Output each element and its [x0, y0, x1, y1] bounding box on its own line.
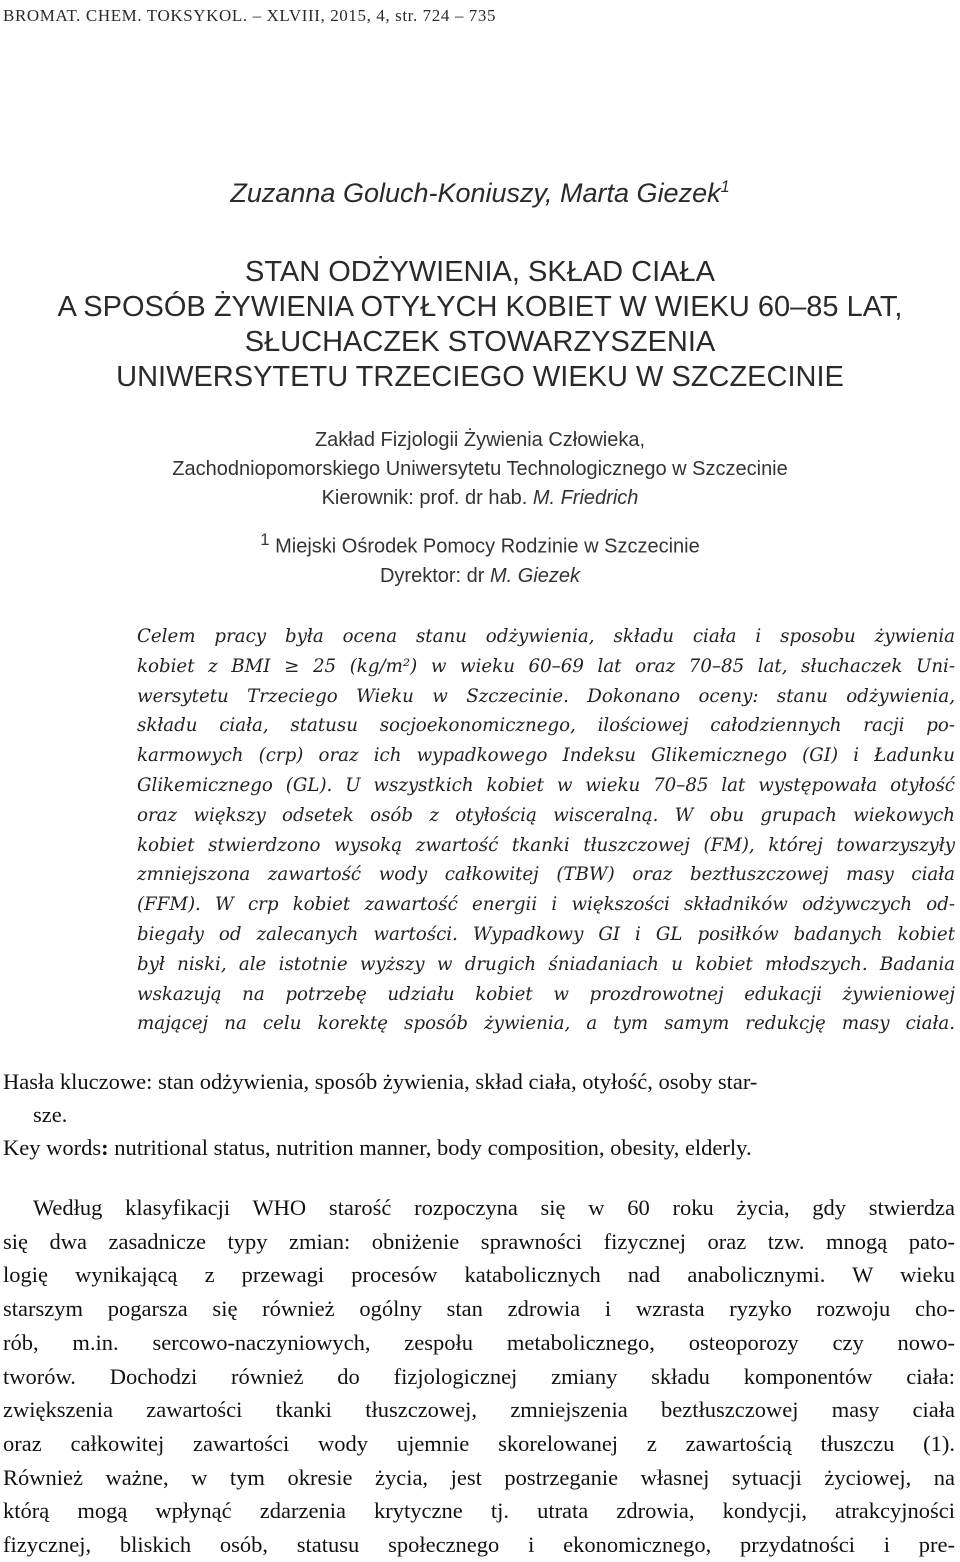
- body-line: się dwa zasadnicze typy zmian: obniżenie sprawności fizycznej oraz tzw. mnogą pato-: [3, 1228, 955, 1254]
- body-line: tworów. Dochodzi również do fizjologicznej zmiany składu komponentów ciała:: [3, 1363, 955, 1389]
- abstract-line: był niski, ale istotnie wyższy w drugich śniadaniach u kobiet młodszych. Badania: [137, 953, 955, 975]
- article-title: [0, 255, 960, 395]
- body-line: starszym pogarsza się również ogólny stan zdrowia i wzrasta ryzyko rozwoju cho-: [3, 1296, 955, 1322]
- abstract-line: składu ciała, statusu socjoekonomicznego, ilościowej całodziennych racji po-: [137, 715, 955, 737]
- director-prefix: Dyrektor: dr: [379, 564, 485, 587]
- body-line: fizycznej, bliskich osób, statusu społecznego i ekonomicznego, przydatności i pre-: [3, 1532, 955, 1558]
- body-line: Według klasyfikacji WHO starość rozpoczyna się w 60 roku życia, gdy stwierdza: [33, 1195, 955, 1220]
- body-line: rób, m.in. sercowo-naczyniowych, zespołu metabolicznego, osteoporozy czy nowo-: [3, 1329, 955, 1355]
- authors-line: [0, 178, 960, 209]
- abstract-line: wersytetu Trzeciego Wieku w Szczecinie. Dokonano oceny: stanu odżywienia,: [137, 685, 955, 707]
- body-line: którą mogą wpłynąć zdarzenia krytyczne tj. utrata zdrowia, kondycji, atrakcyjności: [3, 1498, 955, 1524]
- abstract-line: zmniejszona zawartość wody całkowitej (TBW) oraz beztłuszczowej masy ciała: [137, 864, 955, 886]
- abstract-line: wskazują na potrzebę udziału kobiet w prozdrowotnej edukacji żywieniowej: [137, 983, 955, 1005]
- second-affiliation-name: Miejski Ośrodek Pomocy Rodzinie w Szczecinie: [275, 535, 700, 558]
- keywords-polish-continuation: sze.: [33, 1102, 68, 1127]
- abstract-line: kobiet stwierdzono wysoką zwartość tkanki tłuszczowej (FM), której towarzyszyły: [137, 834, 955, 856]
- abstract-line: mającej na celu korektę sposób żywienia, a tym samym redukcję masy ciała.: [137, 1013, 955, 1035]
- keywords: [3, 1065, 958, 1164]
- title-line: SŁUCHACZEK STOWARZYSZENIA: [244, 326, 716, 358]
- head-prefix: Kierownik: prof. dr hab.: [321, 487, 528, 509]
- abstract: [137, 622, 955, 1039]
- affiliations: [0, 426, 960, 591]
- director-name: M. Giezek: [490, 564, 581, 587]
- author-affiliation-mark: 1: [720, 178, 730, 196]
- head-line: [0, 484, 960, 513]
- body-line: zwiększenia zawartości tkanki tłuszczowej, zmniejszenia beztłuszczowej masy ciała: [3, 1397, 955, 1423]
- body-line: oraz całkowitej zawartości wody ujemnie skorelowanej z zawartością tłuszczu (1).: [3, 1430, 955, 1456]
- affiliation-spacer: [0, 513, 960, 525]
- abstract-line: biegały od zalecanych wartości. Wypadkowy GI i GL posiłków badanych kobiet: [137, 923, 955, 945]
- abstract-line: kobiet z BMI ≥ 25 (kg/m²) w wieku 60–69 lat oraz 70–85 lat, słuchaczek Uni-: [137, 655, 955, 677]
- affiliation-mark: 1: [260, 530, 270, 549]
- body-line: logię wynikającą z przewagi procesów katabolicznych nad anabolicznymi. W wieku: [3, 1262, 955, 1288]
- body-line: Również ważne, w tym okresie życia, jest postrzeganie własnej sytuacji życiowej, na: [3, 1464, 955, 1490]
- abstract-line: karmowych (crp) oraz ich wypadkowego Indeksu Glikemicznego (GI) i Ładunku: [137, 745, 955, 767]
- university-line: Zachodniopomorskiego Uniwersytetu Technologicznego w Szczecinie: [172, 458, 788, 480]
- keywords-polish-line: Hasła kluczowe: stan odżywienia, sposób żywienia, skład ciała, otyłość, osoby star-: [3, 1069, 758, 1094]
- title-line: UNIWERSYTETU TRZECIEGO WIEKU W SZCZECINIE: [116, 361, 844, 393]
- abstract-line: Celem pracy była ocena stanu odżywienia, składu ciała i sposobu żywienia: [137, 626, 955, 647]
- head-name: M. Friedrich: [532, 487, 639, 509]
- abstract-line: (FFM). W crp kobiet zawartość energii i większości składników odżywczych od-: [137, 894, 955, 916]
- keywords-english-line: [3, 1131, 958, 1164]
- body-paragraph: [3, 1191, 955, 1562]
- keywords-english-text: nutritional status, nutrition manner, body composition, obesity, elderly.: [108, 1135, 752, 1160]
- abstract-line: oraz większy odsetek osób z otyłością wisceralną. W obu grupach wiekowych: [137, 804, 955, 826]
- keywords-english-label: Key words: [3, 1135, 102, 1160]
- abstract-line: Glikemicznego (GL). U wszystkich kobiet w wieku 70–85 lat występowała otyłość: [137, 774, 955, 796]
- director-line: [0, 562, 960, 591]
- journal-header: BROMAT. CHEM. TOKSYKOL. – XLVIII, 2015, 4, str. 724 – 735: [3, 6, 497, 25]
- title-line: STAN ODŻYWIENIA, SKŁAD CIAŁA: [244, 256, 715, 288]
- keywords-english-colon: :: [101, 1135, 109, 1160]
- author-names: Zuzanna Goluch-Koniuszy, Marta Giezek: [230, 178, 721, 208]
- title-line: A SPOSÓB ŻYWIENIA OTYŁYCH KOBIET W WIEKU 60–85 LAT,: [57, 291, 903, 323]
- second-affiliation-line: [0, 525, 960, 562]
- department-line: Zakład Fizjologii Żywienia Człowieka,: [314, 429, 646, 451]
